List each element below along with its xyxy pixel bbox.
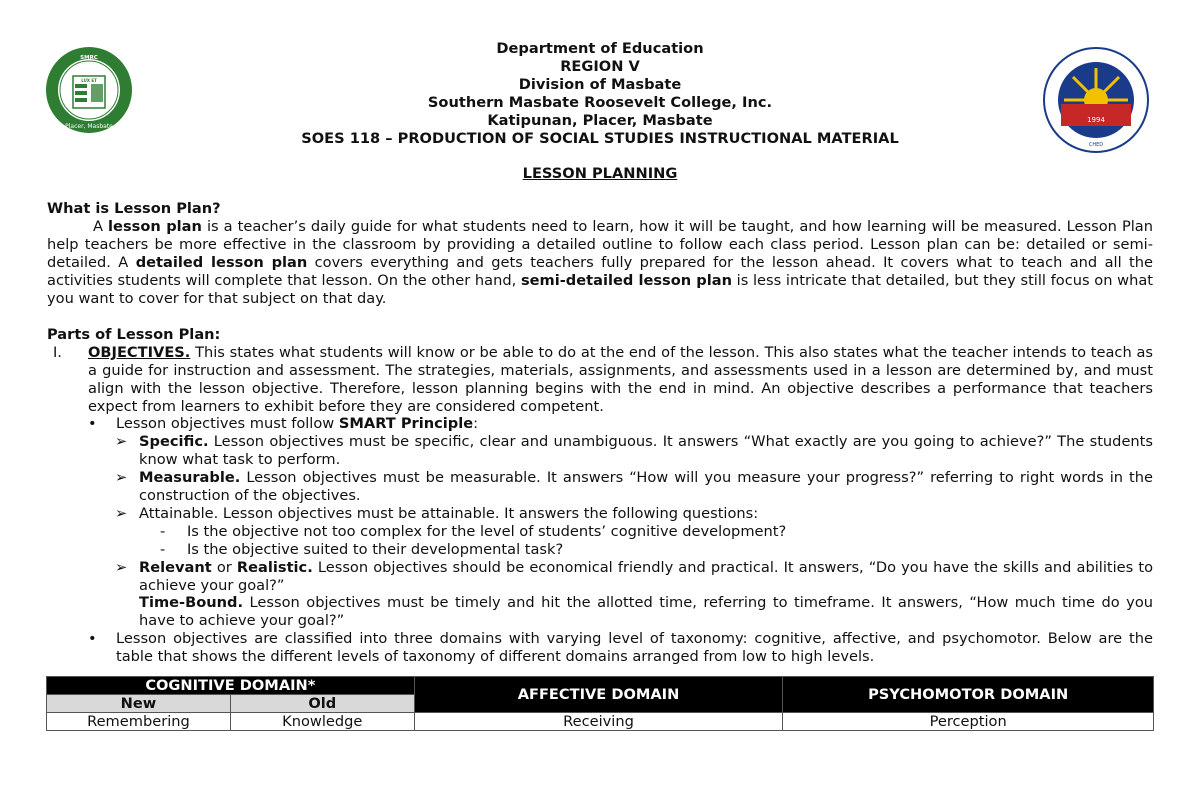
document-page (47, 40, 1153, 666)
table-cell: Knowledge (230, 713, 414, 731)
dash-bullet-icon: - (160, 540, 166, 558)
taxonomy-table (46, 676, 1154, 731)
arrow-bullet-icon: ➢ (115, 558, 128, 576)
objectives-item (47, 344, 1153, 416)
svg-text:SMRC: SMRC (80, 55, 98, 61)
list-item-measurable: ➢ Measurable. Lesson objectives must be measurable. It answers “How will you measure your progress?” referring to right words in the construction of the objectives. (115, 469, 1153, 505)
lesson-plan-definition-paragraph: A lesson plan is a teacher’s daily guide for what students need to learn, how it will be taught, and how learning will be measured. Lesson Plan help teachers be more effective in the classroom by providing a detailed outline to follow each class period. Lesson plan can be: detailed or semi-detailed. A detailed lesson plan covers everything and gets teachers fully prepared for the lesson ahead. It covers what to teach and all the activities students will complete that lesson. On the other hand, semi-detailed lesson plan is less intricate that detailed, but they still focus on what you want to cover for that subject on that day. (47, 218, 1154, 307)
arrow-bullet-icon: ➢ (115, 504, 128, 522)
page-title: LESSON PLANNING (522, 165, 678, 183)
objectives-text: This states what students will know or be able to do at the end of the lesson. This also states what the teacher intends to teach as a guide for instruction and assessment. The strategies, materials, assignments, and assessments used in a lesson are determined by, and must align with the lesson objective. Therefore, lesson planning begins with the end in mind. An objective describes a performance that teachers expect from learners to exhibit before they are considered competent. (88, 343, 1153, 415)
svg-text:LUX ET: LUX ET (81, 78, 97, 83)
bullet-icon: • (88, 630, 97, 648)
subheader-old: Old (230, 695, 414, 713)
header-division: Division of Masbate (518, 75, 682, 93)
dash-bullet-icon: - (160, 522, 166, 540)
list-item-dash: - Is the objective not too complex for the level of students’ cognitive development? (160, 522, 787, 540)
arrow-bullet-icon: ➢ (115, 433, 128, 451)
list-item-attainable: ➢ Attainable. Lesson objectives must be attainable. It answers the following questions: (115, 504, 759, 522)
objectives-label: OBJECTIVES. (88, 343, 191, 361)
document-header (47, 40, 1153, 147)
list-item-specific: ➢ Specific. Lesson objectives must be specific, clear and unambiguous. It answers “What exactly are you going to achieve?” The students know what task to perform. (115, 433, 1153, 469)
arrow-bullet-icon: ➢ (115, 469, 128, 487)
header-region: REGION V (560, 57, 640, 75)
svg-text:CHED: CHED (1088, 142, 1104, 148)
section-heading-parts: Parts of Lesson Plan: (47, 325, 221, 343)
list-item-smart: • Lesson objectives must follow SMART Principle: (88, 415, 479, 433)
list-item-relevant: ➢ Relevant or Realistic. Lesson objectives should be economical friendly and practical. It answers, “Do you have the skills and abilities to achieve your goal?” (115, 558, 1153, 594)
bullet-icon: • (88, 415, 97, 433)
svg-text:1994: 1994 (1087, 116, 1105, 124)
section-heading-what-is: What is Lesson Plan? (47, 200, 221, 218)
table-row (47, 713, 1154, 731)
svg-text:Placer, Masbate: Placer, Masbate (65, 123, 113, 130)
list-item-dash: - Is the objective suited to their developmental task? (160, 540, 564, 558)
header-college: Southern Masbate Roosevelt College, Inc. (427, 93, 773, 111)
list-item-domains: • Lesson objectives are classified into three domains with varying level of taxonomy: cognitive, affective, and psychomotor. Below are the table that shows the different levels of taxonomy of different domains arranged from low to high levels. (88, 630, 1153, 666)
list-item-time-bound: Time-Bound. Lesson objectives must be timely and hit the allotted time, referring to timeframe. It answers, “How much time do you have to achieve your goal?” (139, 594, 1153, 630)
column-header-psychomotor: PSYCHOMOTOR DOMAIN (783, 677, 1154, 713)
header-course: SOES 118 – PRODUCTION OF SOCIAL STUDIES INSTRUCTIONAL MATERIAL (301, 129, 899, 147)
roman-numeral: I. (53, 343, 62, 361)
subheader-new: New (47, 695, 231, 713)
header-address: Katipunan, Placer, Masbate (487, 111, 713, 129)
column-header-affective: AFFECTIVE DOMAIN (414, 677, 783, 713)
header-department: Department of Education (496, 40, 704, 57)
table-cell: Receiving (414, 713, 783, 731)
table-cell: Perception (783, 713, 1154, 731)
column-header-cognitive: COGNITIVE DOMAIN* (47, 677, 415, 695)
table-cell: Remembering (47, 713, 231, 731)
